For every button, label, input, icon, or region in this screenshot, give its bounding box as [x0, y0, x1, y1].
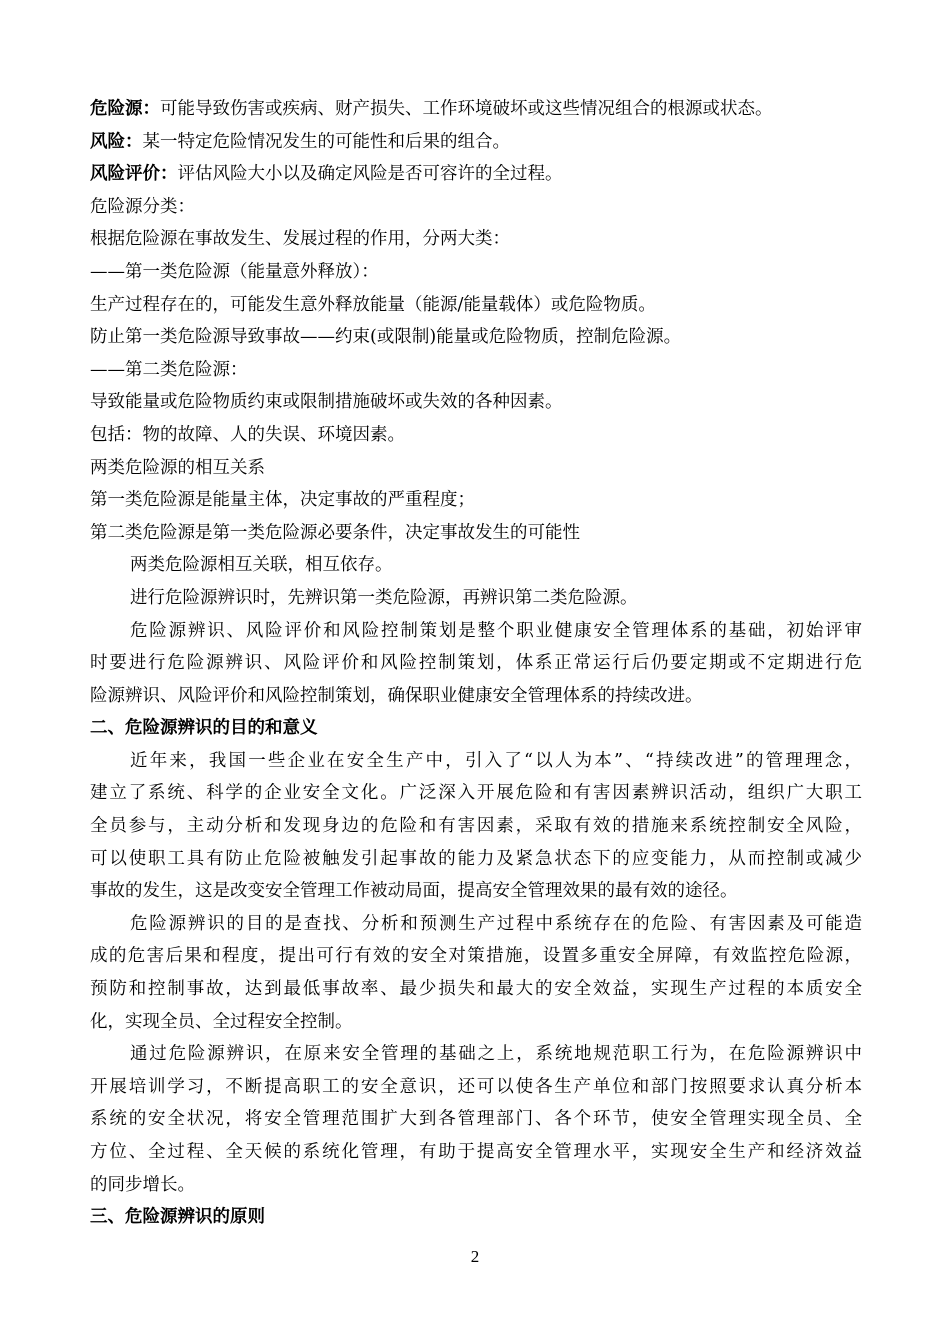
paragraph-line: 化，实现全员、全过程安全控制。 — [90, 1011, 353, 1032]
paragraph-line: 事故的发生，这是改变安全管理工作被动局面，提高安全管理效果的最有效的途径。 — [90, 881, 738, 902]
text-line: ——第二类危险源： — [90, 359, 248, 380]
paragraph-line: 危险源辨识、风险评价和风险控制策划是整个职业健康安全管理体系的基础，初始评审 — [130, 620, 862, 641]
page-content — [90, 93, 862, 1234]
text-line: 两类危险源的相互关系 — [90, 457, 265, 478]
paragraph-2b — [90, 908, 862, 1038]
paragraph-2c — [90, 1038, 862, 1201]
definition-risk-assessment — [90, 158, 862, 191]
definition-term: 风险评价： — [90, 164, 178, 185]
paragraph-line: 通过危险源辨识，在原来安全管理的基础之上，系统地规范职工行为，在危险源辨识中 — [130, 1044, 862, 1065]
paragraph-line: 可以使职工具有防止危险被触发引起事故的能力及紧急状态下的应变能力，从而控制或减少 — [90, 848, 862, 869]
definition-text: 可能导致伤害或疾病、财产损失、工作环境破坏或这些情况组合的根源或状态。 — [160, 99, 773, 119]
text-line: 防止第一类危险源导致事故——约束(或限制)能量或危险物质，控制危险源。 — [90, 327, 682, 348]
definition-risk — [90, 126, 862, 159]
paragraph-line: 危险源辨识的目的是查找、分析和预测生产过程中系统存在的危险、有害因素及可能造 — [130, 913, 862, 934]
paragraph-basis — [90, 615, 862, 713]
definition-hazard — [90, 93, 862, 126]
paragraph-line: 方位、全过程、全天候的系统化管理，有助于提高安全管理水平，实现安全生产和经济效益 — [90, 1142, 862, 1162]
paragraph-line: 的同步增长。 — [90, 1174, 195, 1195]
definition-text: 评估风险大小以及确定风险是否可容许的全过程。 — [177, 164, 563, 185]
text-line: 第一类危险源是能量主体，决定事故的严重程度； — [90, 490, 475, 511]
definition-term: 危险源： — [90, 99, 160, 119]
paragraph-line: 成的危害后果和程度，提出可行有效的安全对策措施，设置多重安全屏障，有效监控危险源， — [90, 946, 862, 967]
paragraph-line: 系统的安全状况，将安全管理范围扩大到各管理部门、各个环节，使安全管理实现全员、全 — [90, 1109, 862, 1130]
text-line: 生产过程存在的，可能发生意外释放能量（能源/能量载体）或危险物质。 — [90, 294, 656, 315]
page-number: 2 — [470, 1247, 480, 1266]
paragraph-line: 开展培训学习，不断提高职工的安全意识，还可以使各生产单位和部门按照要求认真分析本 — [90, 1076, 862, 1097]
text-line: ——第一类危险源（能量意外释放）： — [90, 261, 379, 282]
indented-line: 两类危险源相互关联，相互依存。 — [130, 555, 393, 576]
paragraph-line: 全员参与，主动分析和发现身边的危险和有害因素，采取有效的措施来系统控制安全风险， — [90, 816, 862, 837]
paragraph-line: 预防和控制事故，达到最低事故率、最少损失和最大的安全效益，实现生产过程的本质安全 — [90, 979, 862, 1000]
text-line: 第二类危险源是第一类危险源必要条件，决定事故发生的可能性 — [90, 522, 580, 543]
paragraph-line: 险源辨识、风险评价和风险控制策划，确保职业健康安全管理体系的持续改进。 — [90, 685, 703, 706]
text-line: 包括：物的故障、人的失误、环境因素。 — [90, 424, 405, 445]
indented-line: 进行危险源辨识时，先辨识第一类危险源，再辨识第二类危险源。 — [130, 587, 638, 608]
paragraph-2a — [90, 745, 862, 908]
section-heading-3: 三、危险源辨识的原则 — [90, 1207, 265, 1228]
paragraph-line: 时要进行危险源辨识、风险评价和风险控制策划，体系正常运行后仍要定期或不定期进行危 — [90, 653, 862, 674]
text-line: 导致能量或危险物质约束或限制措施破坏或失效的各种因素。 — [90, 392, 563, 413]
text-line: 根据危险源在事故发生、发展过程的作用，分两大类： — [90, 229, 510, 250]
definition-text: 某一特定危险情况发生的可能性和后果的组合。 — [142, 131, 510, 152]
paragraph-line: 近年来，我国一些企业在安全生产中，引入了“以人为本”、“持续改进”的管理理念， — [130, 750, 862, 771]
section-heading-2: 二、危险源辨识的目的和意义 — [90, 718, 318, 739]
definition-term: 风险： — [90, 131, 143, 152]
text-line: 危险源分类： — [90, 196, 195, 217]
paragraph-line: 建立了系统、科学的企业安全文化。广泛深入开展危险和有害因素辨识活动，组织广大职工 — [90, 783, 862, 804]
